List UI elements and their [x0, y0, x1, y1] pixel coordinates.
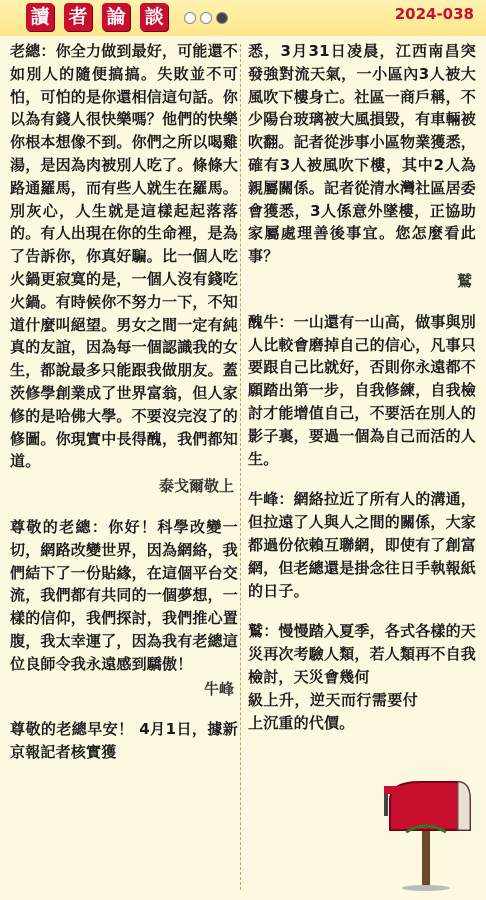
title-char-2: 者: [64, 3, 92, 31]
signature-1: 泰戈爾敬上: [158, 477, 234, 496]
reply-3: 鷲：慢慢踏入夏季，各式各樣的天災再次考驗人類，若人類再不自我檢討，天災會幾何: [248, 622, 477, 686]
letter-3-start: 尊敬的老總早安！ 4月1日，據新京報記者核實獲: [10, 720, 238, 762]
signature-2: 牛峰: [203, 679, 234, 698]
reply-1: 醜牛：一山還有一山高，做事與別人比較會磨掉自己的信心，凡事只要跟自己比就好，否則你永遠都不願踏出第一步，自我修練，自我檢討才能增值自己，不要活在別人的影子裏，要過一個為自己而活的人生。: [248, 312, 477, 468]
letter-3-continued: 悉，3月31日凌晨，江西南昌突發強對流天氣，一小區內3人被大風吹下樓身亡。社區一商戶稱，不少陽台玻璃被大風損毀，有車輛被吹翻。記者從涉事小區物業獲悉，確有3人被風吹下樓，其中2人為親屬關係。記者從清水灣社區居委會獲悉，3人係意外墜樓，正協助家屬處理善後事宜。您怎麼看此事？: [248, 42, 477, 266]
dot-filled-icon: [216, 12, 228, 24]
reply-3-end: 級上升，逆天而行需要付上沉重的代價。: [248, 690, 418, 732]
issue-number: 2024-038: [394, 5, 474, 23]
dot-icon: [184, 12, 196, 24]
column-divider: [240, 44, 241, 890]
signature-3: 鷲: [456, 271, 472, 290]
letter-2: 尊敬的老總：你好！科學改變一切，網路改變世界，因為網絡，我們結下了一份貼緣，在這個平台交流，我們都有共同的一個夢想，一樣的信仰，我們探討，我們推心置腹，我太幸運了，因為我有老總這位良師令我永遠感到驕傲！: [10, 517, 239, 673]
title-char-4: 談: [140, 3, 168, 31]
left-column: [10, 40, 238, 764]
letter-1: 老總：你全力做到最好，可能還不如別人的隨便搞搞。失敗並不可怕，可怕的是你還相信這句話。你以為有錢人很快樂嗎？他們的快樂你根本想像不到。你們之所以喝雞湯，是因為肉被別人吃了。條條大路通羅馬，而有些人就生在羅馬。別灰心，人生就是這樣起起落落的。有人出現在你的生命裡，是為了告訴你，你真好騙。比一個人吃火鍋更寂寞的是，一個人沒有錢吃火鍋。有時候你不努力一下，不知道什麼叫絕望。男女之間一定有純真的友誼，因為每一個認識我的女生，都說最多只能跟我做朋友。蓋茨修學創業成了世界富翁，但人家修的是哈佛大學。不要沒完沒了的修圖。你現實中長得醜，我們都知道。: [10, 42, 239, 471]
title-char-1: 讀: [26, 3, 54, 31]
right-column: [248, 40, 476, 734]
title-char-3: 論: [102, 3, 130, 31]
header-bar: [0, 0, 486, 36]
reply-2: 牛峰：網絡拉近了所有人的溝通，但拉遠了人與人之間的關係，大家都過份依賴互聯網，即使有了創富網，但老總還是掛念往日手執報紙的日子。: [248, 490, 477, 600]
mailbox-icon: [370, 772, 480, 892]
dot-icon: [200, 12, 212, 24]
